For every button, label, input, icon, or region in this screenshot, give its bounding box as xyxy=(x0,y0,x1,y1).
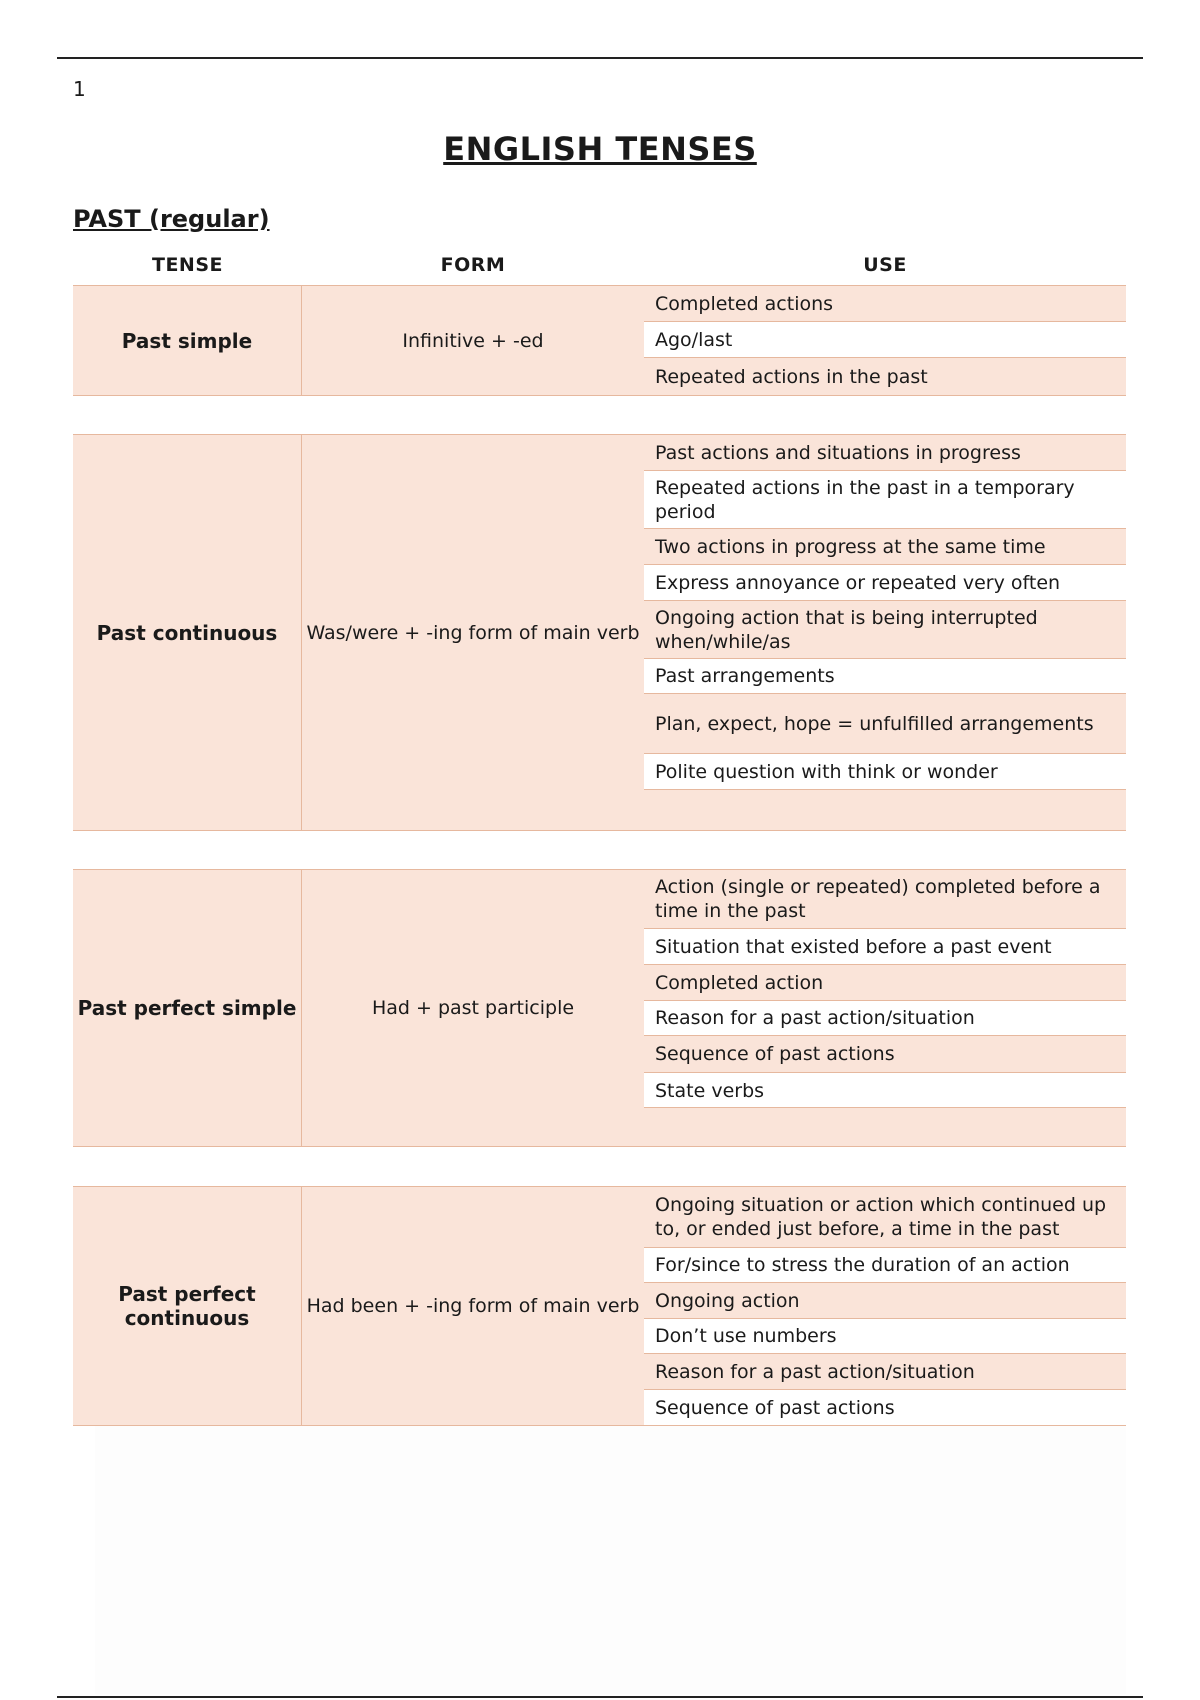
use-list xyxy=(644,435,1126,830)
use-item: Plan, expect, hope = unfulfilled arrangements xyxy=(644,694,1126,754)
tense-form: Had + past participle xyxy=(302,870,645,1146)
tense-name: Past perfect continuous xyxy=(73,1187,302,1425)
page-title: ENGLISH TENSES xyxy=(443,130,757,168)
use-item: Reason for a past action/situation xyxy=(644,1354,1126,1390)
column-header-use: USE xyxy=(863,254,907,276)
use-item: Polite question with think or wonder xyxy=(644,754,1126,790)
section-title: PAST (regular) xyxy=(73,205,270,233)
use-list xyxy=(644,870,1126,1146)
use-item: Sequence of past actions xyxy=(644,1390,1126,1425)
tense-block-past-simple xyxy=(73,285,1126,396)
use-item: Express annoyance or repeated very often xyxy=(644,565,1126,601)
tense-form: Infinitive + -ed xyxy=(302,286,645,395)
use-list xyxy=(644,1187,1126,1425)
tense-form: Was/were + -ing form of main verb xyxy=(302,435,645,830)
tense-block-past-perfect-continuous xyxy=(73,1186,1126,1426)
column-header-tense: TENSE xyxy=(151,254,223,276)
tense-block-past-continuous xyxy=(73,434,1126,831)
empty-use-row xyxy=(644,1107,1126,1146)
use-list xyxy=(644,286,1126,395)
use-item: Don’t use numbers xyxy=(644,1319,1126,1354)
empty-use-row xyxy=(644,789,1126,830)
use-item: Past actions and situations in progress xyxy=(644,435,1126,471)
tense-block-past-perfect-simple xyxy=(73,869,1126,1147)
use-item: State verbs xyxy=(644,1073,1126,1108)
use-item: Completed actions xyxy=(644,286,1126,322)
tense-name: Past continuous xyxy=(73,435,302,830)
tense-form: Had been + -ing form of main verb xyxy=(302,1187,645,1425)
page-shade xyxy=(95,1426,1126,1694)
use-item: Sequence of past actions xyxy=(644,1036,1126,1073)
tense-name: Past perfect simple xyxy=(73,870,302,1146)
page-number: 1 xyxy=(73,77,86,101)
column-header-form: FORM xyxy=(440,254,506,276)
use-item: Ongoing action xyxy=(644,1283,1126,1319)
use-item: Two actions in progress at the same time xyxy=(644,529,1126,565)
use-item: Past arrangements xyxy=(644,659,1126,694)
use-item: Completed action xyxy=(644,965,1126,1001)
use-item: For/since to stress the duration of an action xyxy=(644,1248,1126,1283)
use-item: Repeated actions in the past xyxy=(644,358,1126,395)
use-item: Repeated actions in the past in a temporary period xyxy=(644,471,1126,529)
use-item: Ago/last xyxy=(644,322,1126,358)
top-rule xyxy=(57,57,1143,59)
bottom-rule xyxy=(57,1696,1143,1698)
tense-name: Past simple xyxy=(73,286,302,395)
use-item: Ongoing situation or action which continued up to, or ended just before, a time in the past xyxy=(644,1187,1126,1248)
use-item: Ongoing action that is being interrupted when/while/as xyxy=(644,601,1126,659)
use-item: Action (single or repeated) completed before a time in the past xyxy=(644,870,1126,929)
use-item: Reason for a past action/situation xyxy=(644,1001,1126,1036)
use-item: Situation that existed before a past event xyxy=(644,929,1126,965)
